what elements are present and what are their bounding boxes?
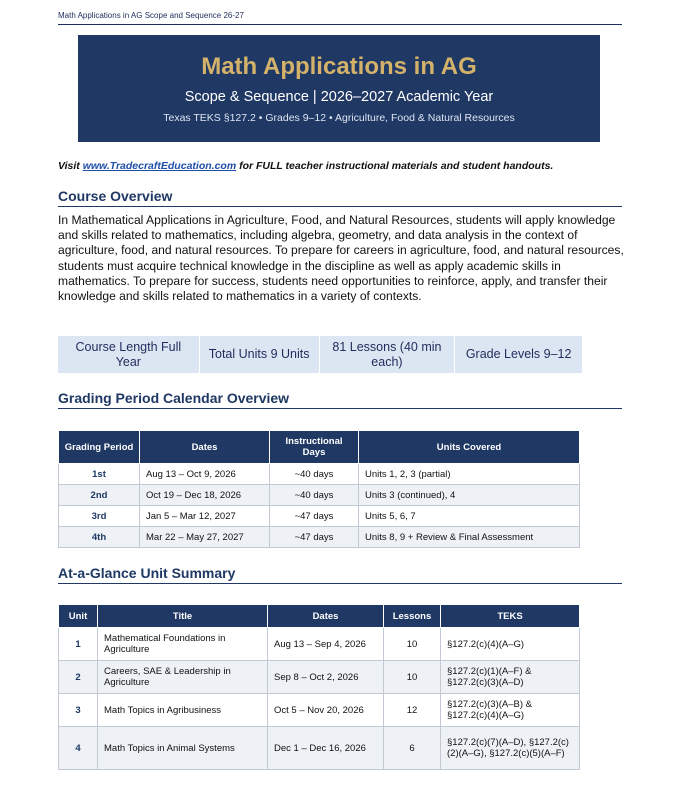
course-stats-bar <box>58 336 582 373</box>
days-cell: ~40 days <box>270 464 359 485</box>
unit-number-cell: 4 <box>59 727 98 770</box>
table-row <box>59 727 580 770</box>
website-link[interactable]: www.TradecraftEducation.com <box>82 160 237 172</box>
title-banner <box>78 35 600 142</box>
unit-teks-cell: §127.2(c)(7)(A–D), §127.2(c)(2)(A–G), §127.2(c)(5)(A–F) <box>441 727 580 770</box>
unit-summary-rule <box>58 583 622 584</box>
units-cell: Units 3 (continued), 4 <box>359 485 580 506</box>
unit-lessons-cell: 12 <box>384 694 441 727</box>
days-cell: ~40 days <box>270 485 359 506</box>
stat-grade-levels: Grade Levels 9–12 <box>465 347 572 361</box>
unit-lessons-cell: 10 <box>384 628 441 661</box>
course-overview-heading: Course Overview <box>58 188 173 204</box>
course-overview-text: In Mathematical Applications in Agriculture, Food, and Natural Resources, students will apply knowledge and skills related to mathematics, including algebra, geometry, and data analysis in the context of agriculture, food, and natural resources. To prepare for careers in agriculture, food, and natural resources, students must acquire technical knowledge in the discipline as well as apply academic skills in mathematics. To prepare for success, students need opportunities to reinforce, apply, and transfer their knowledge and skills related to mathematics in a variety of contexts. <box>58 213 624 304</box>
header-strip: Math Applications in AG Scope and Sequence 26-27 <box>58 11 244 20</box>
unit-teks-cell: §127.2(c)(4)(A–G) <box>441 628 580 661</box>
header-rule <box>58 24 622 25</box>
period-cell: 4th <box>59 527 140 548</box>
unit-teks-cell: §127.2(c)(1)(A–F) & §127.2(c)(3)(A–D) <box>441 661 580 694</box>
unit-title-cell: Math Topics in Animal Systems <box>98 727 268 770</box>
unit-dates-cell: Dec 1 – Dec 16, 2026 <box>268 727 384 770</box>
dates-cell: Jan 5 – Mar 12, 2027 <box>140 506 270 527</box>
unit-dates-cell: Sep 8 – Oct 2, 2026 <box>268 661 384 694</box>
period-cell: 3rd <box>59 506 140 527</box>
grading-calendar-table <box>58 430 580 548</box>
stat-lessons: 81 Lessons (40 min each) <box>320 336 456 373</box>
col-header: Grading Period <box>59 431 140 464</box>
unit-title-cell: Mathematical Foundations in Agriculture <box>98 628 268 661</box>
table-row <box>59 527 580 548</box>
units-cell: Units 5, 6, 7 <box>359 506 580 527</box>
table-row <box>59 485 580 506</box>
table-row <box>59 661 580 694</box>
grading-calendar-heading: Grading Period Calendar Overview <box>58 390 290 406</box>
unit-number-cell: 3 <box>59 694 98 727</box>
col-header: Units Covered <box>359 431 580 464</box>
table-row <box>59 694 580 727</box>
unit-dates-cell: Oct 5 – Nov 20, 2026 <box>268 694 384 727</box>
visit-prefix: Visit <box>58 160 83 172</box>
stat-total-units: Total Units 9 Units <box>200 336 320 373</box>
unit-dates-cell: Aug 13 – Sep 4, 2026 <box>268 628 384 661</box>
days-cell: ~47 days <box>270 527 359 548</box>
unit-lessons-cell: 10 <box>384 661 441 694</box>
dates-cell: Mar 22 – May 27, 2027 <box>140 527 270 548</box>
visit-suffix: for FULL teacher instructional materials and student handouts. <box>236 160 554 172</box>
dates-cell: Aug 13 – Oct 9, 2026 <box>140 464 270 485</box>
period-cell: 2nd <box>59 485 140 506</box>
unit-summary-table <box>58 604 580 770</box>
unit-lessons-cell: 6 <box>384 727 441 770</box>
course-overview-rule <box>58 206 622 207</box>
period-cell: 1st <box>59 464 140 485</box>
table-header-row <box>59 431 580 464</box>
unit-number-cell: 2 <box>59 661 98 694</box>
col-header: TEKS <box>441 605 580 628</box>
table-row <box>59 464 580 485</box>
unit-title-cell: Careers, SAE & Leadership in Agriculture <box>98 661 268 694</box>
document-title: Math Applications in AG <box>201 53 477 80</box>
units-cell: Units 1, 2, 3 (partial) <box>359 464 580 485</box>
col-header: Lessons <box>384 605 441 628</box>
unit-number-cell: 1 <box>59 628 98 661</box>
col-header: Title <box>98 605 268 628</box>
table-row <box>59 506 580 527</box>
dates-cell: Oct 19 – Dec 18, 2026 <box>140 485 270 506</box>
stat-course-length: Course Length Full Year <box>58 336 200 373</box>
unit-title-cell: Math Topics in Agribusiness <box>98 694 268 727</box>
col-header: Unit <box>59 605 98 628</box>
col-header: Instructional Days <box>270 431 359 464</box>
grading-calendar-rule <box>58 408 622 409</box>
table-header-row <box>59 605 580 628</box>
table-row <box>59 628 580 661</box>
unit-summary-heading: At-a-Glance Unit Summary <box>58 565 236 581</box>
visit-notice <box>58 160 658 172</box>
unit-teks-cell: §127.2(c)(3)(A–B) & §127.2(c)(4)(A–G) <box>441 694 580 727</box>
document-subtitle: Scope & Sequence | 2026–2027 Academic Year <box>184 89 494 105</box>
teks-line: Texas TEKS §127.2 • Grades 9–12 • Agriculture, Food & Natural Resources <box>163 112 515 124</box>
col-header: Dates <box>140 431 270 464</box>
col-header: Dates <box>268 605 384 628</box>
units-cell: Units 8, 9 + Review & Final Assessment <box>359 527 580 548</box>
days-cell: ~47 days <box>270 506 359 527</box>
